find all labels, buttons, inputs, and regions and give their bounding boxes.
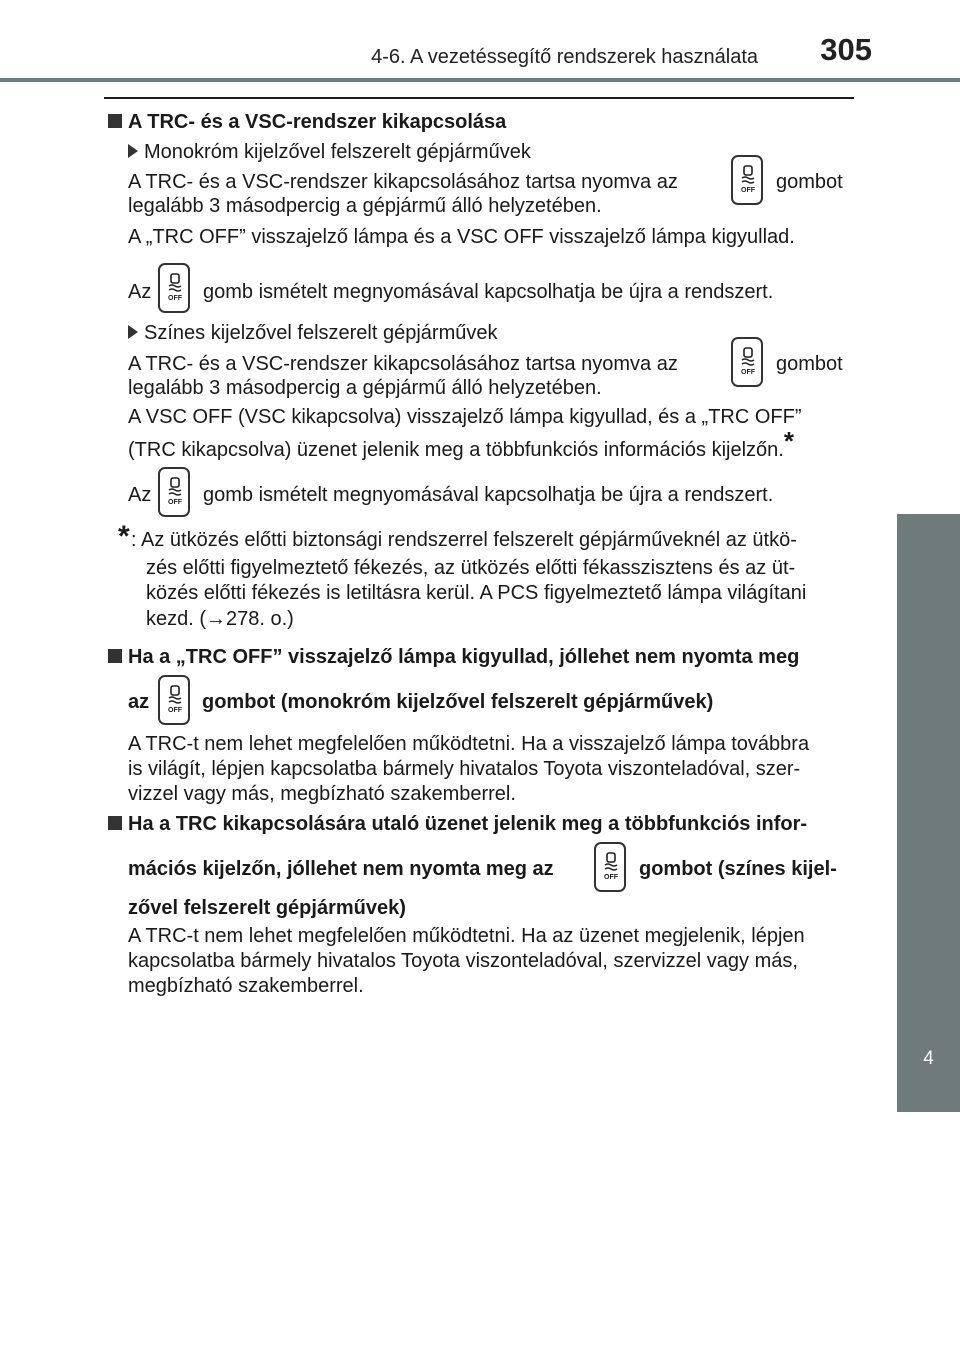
triangle-bullet-icon bbox=[128, 325, 138, 339]
footnote-star: * bbox=[118, 520, 130, 553]
trc-off-button-icon bbox=[594, 842, 626, 892]
section-heading-line: az bbox=[128, 691, 150, 713]
svg-text:OFF: OFF bbox=[168, 499, 182, 506]
paragraph-line: (TRC kikapcsolva) üzenet jelenik meg a többfunkciós információs kijelzőn.* bbox=[128, 426, 794, 461]
paragraph-line: A TRC- és a VSC-rendszer kikapcsolásához tartsa nyomva az bbox=[128, 353, 678, 375]
subsection-title: Monokróm kijelzővel felszerelt gépjárművek bbox=[128, 140, 531, 164]
section-heading: Ha a TRC kikapcsolására utaló üzenet jelenik meg a többfunkciós infor- bbox=[108, 812, 807, 836]
section-heading-line: mációs kijelzőn, jóllehet nem nyomta meg az bbox=[128, 858, 554, 880]
square-bullet-icon bbox=[108, 649, 122, 663]
svg-text:OFF: OFF bbox=[604, 874, 618, 881]
chapter-number: 4 bbox=[923, 1048, 934, 1069]
footnote-line: : Az ütközés előtti biztonsági rendszerrel felszerelt gépjárműveknél az ütkö- bbox=[131, 529, 797, 551]
trc-off-button-icon bbox=[731, 155, 763, 205]
svg-text:OFF: OFF bbox=[741, 187, 755, 194]
chapter-name: Vezetés bbox=[919, 1118, 939, 1183]
paragraph-line: Az bbox=[128, 484, 152, 506]
svg-text:OFF: OFF bbox=[168, 707, 182, 714]
trc-off-button-icon bbox=[158, 467, 190, 517]
section-heading-line: zővel felszerelt gépjárművek) bbox=[128, 897, 406, 919]
paragraph-line: A TRC- és a VSC-rendszer kikapcsolásához tartsa nyomva az bbox=[128, 171, 678, 193]
subsection-title: Színes kijelzővel felszerelt gépjárművek bbox=[128, 321, 498, 345]
section-title: 4-6. A vezetéssegítő rendszerek használata bbox=[371, 46, 758, 68]
paragraph-line: Az bbox=[128, 281, 152, 303]
paragraph-line: megbízható szakemberrel. bbox=[128, 975, 364, 997]
paragraph-line: A „TRC OFF” visszajelző lámpa és a VSC OFF visszajelző lámpa kigyullad. bbox=[128, 226, 795, 248]
square-bullet-icon bbox=[108, 816, 122, 830]
square-bullet-icon bbox=[108, 114, 122, 128]
paragraph-line: A TRC-t nem lehet megfelelően működtetni. Ha a visszajelző lámpa továbbra bbox=[128, 733, 810, 755]
paragraph-line: gomb ismételt megnyomásával kapcsolhatja be újra a rendszert. bbox=[203, 281, 774, 303]
section-heading: Ha a „TRC OFF” visszajelző lámpa kigyullad, jóllehet nem nyomta meg bbox=[108, 645, 799, 669]
footnote-line: kezd. (→278. o.) bbox=[146, 608, 294, 630]
section-heading: A TRC- és a VSC-rendszer kikapcsolása bbox=[108, 110, 506, 134]
paragraph-line: A TRC-t nem lehet megfelelően működtetni. Ha az üzenet megjelenik, lépjen bbox=[128, 925, 805, 947]
chapter-tab bbox=[897, 514, 960, 1183]
content-rule bbox=[104, 97, 854, 99]
footnote-marker: * bbox=[783, 426, 794, 456]
paragraph-line: legalább 3 másodpercig a gépjármű álló helyzetében. bbox=[128, 377, 602, 399]
paragraph-line: vizzel vagy más, megbízható szakemberrel. bbox=[128, 783, 516, 805]
trc-off-button-icon bbox=[158, 675, 190, 725]
footnote-line: zés előtti figyelmeztető fékezés, az ütközés előtti fékasszisztens és az üt- bbox=[146, 557, 796, 579]
header-rule bbox=[0, 78, 960, 82]
footnote-line: közés előtti fékezés is letiltásra kerül. A PCS figyelmeztető lámpa világítani bbox=[146, 582, 807, 604]
svg-text:OFF: OFF bbox=[741, 369, 755, 376]
trc-off-button-icon bbox=[158, 263, 190, 313]
paragraph-line: legalább 3 másodpercig a gépjármű álló helyzetében. bbox=[128, 195, 602, 217]
page-number: 305 bbox=[820, 32, 872, 67]
paragraph-line: A VSC OFF (VSC kikapcsolva) visszajelző lámpa kigyullad, és a „TRC OFF” bbox=[128, 406, 802, 428]
paragraph-line: gombot bbox=[776, 171, 843, 193]
paragraph-line: gomb ismételt megnyomásával kapcsolhatja be újra a rendszert. bbox=[203, 484, 774, 506]
paragraph-line: is világít, lépjen kapcsolatba bármely hivatalos Toyota viszonteladóval, szer- bbox=[128, 758, 801, 780]
section-heading-line: gombot (monokróm kijelzővel felszerelt gépjárművek) bbox=[202, 691, 714, 713]
trc-off-button-icon bbox=[731, 337, 763, 387]
svg-text:OFF: OFF bbox=[168, 295, 182, 302]
triangle-bullet-icon bbox=[128, 144, 138, 158]
section-heading-line: gombot (színes kijel- bbox=[639, 858, 837, 880]
paragraph-line: kapcsolatba bármely hivatalos Toyota viszonteladóval, szervizzel vagy más, bbox=[128, 950, 798, 972]
paragraph-line: gombot bbox=[776, 353, 843, 375]
